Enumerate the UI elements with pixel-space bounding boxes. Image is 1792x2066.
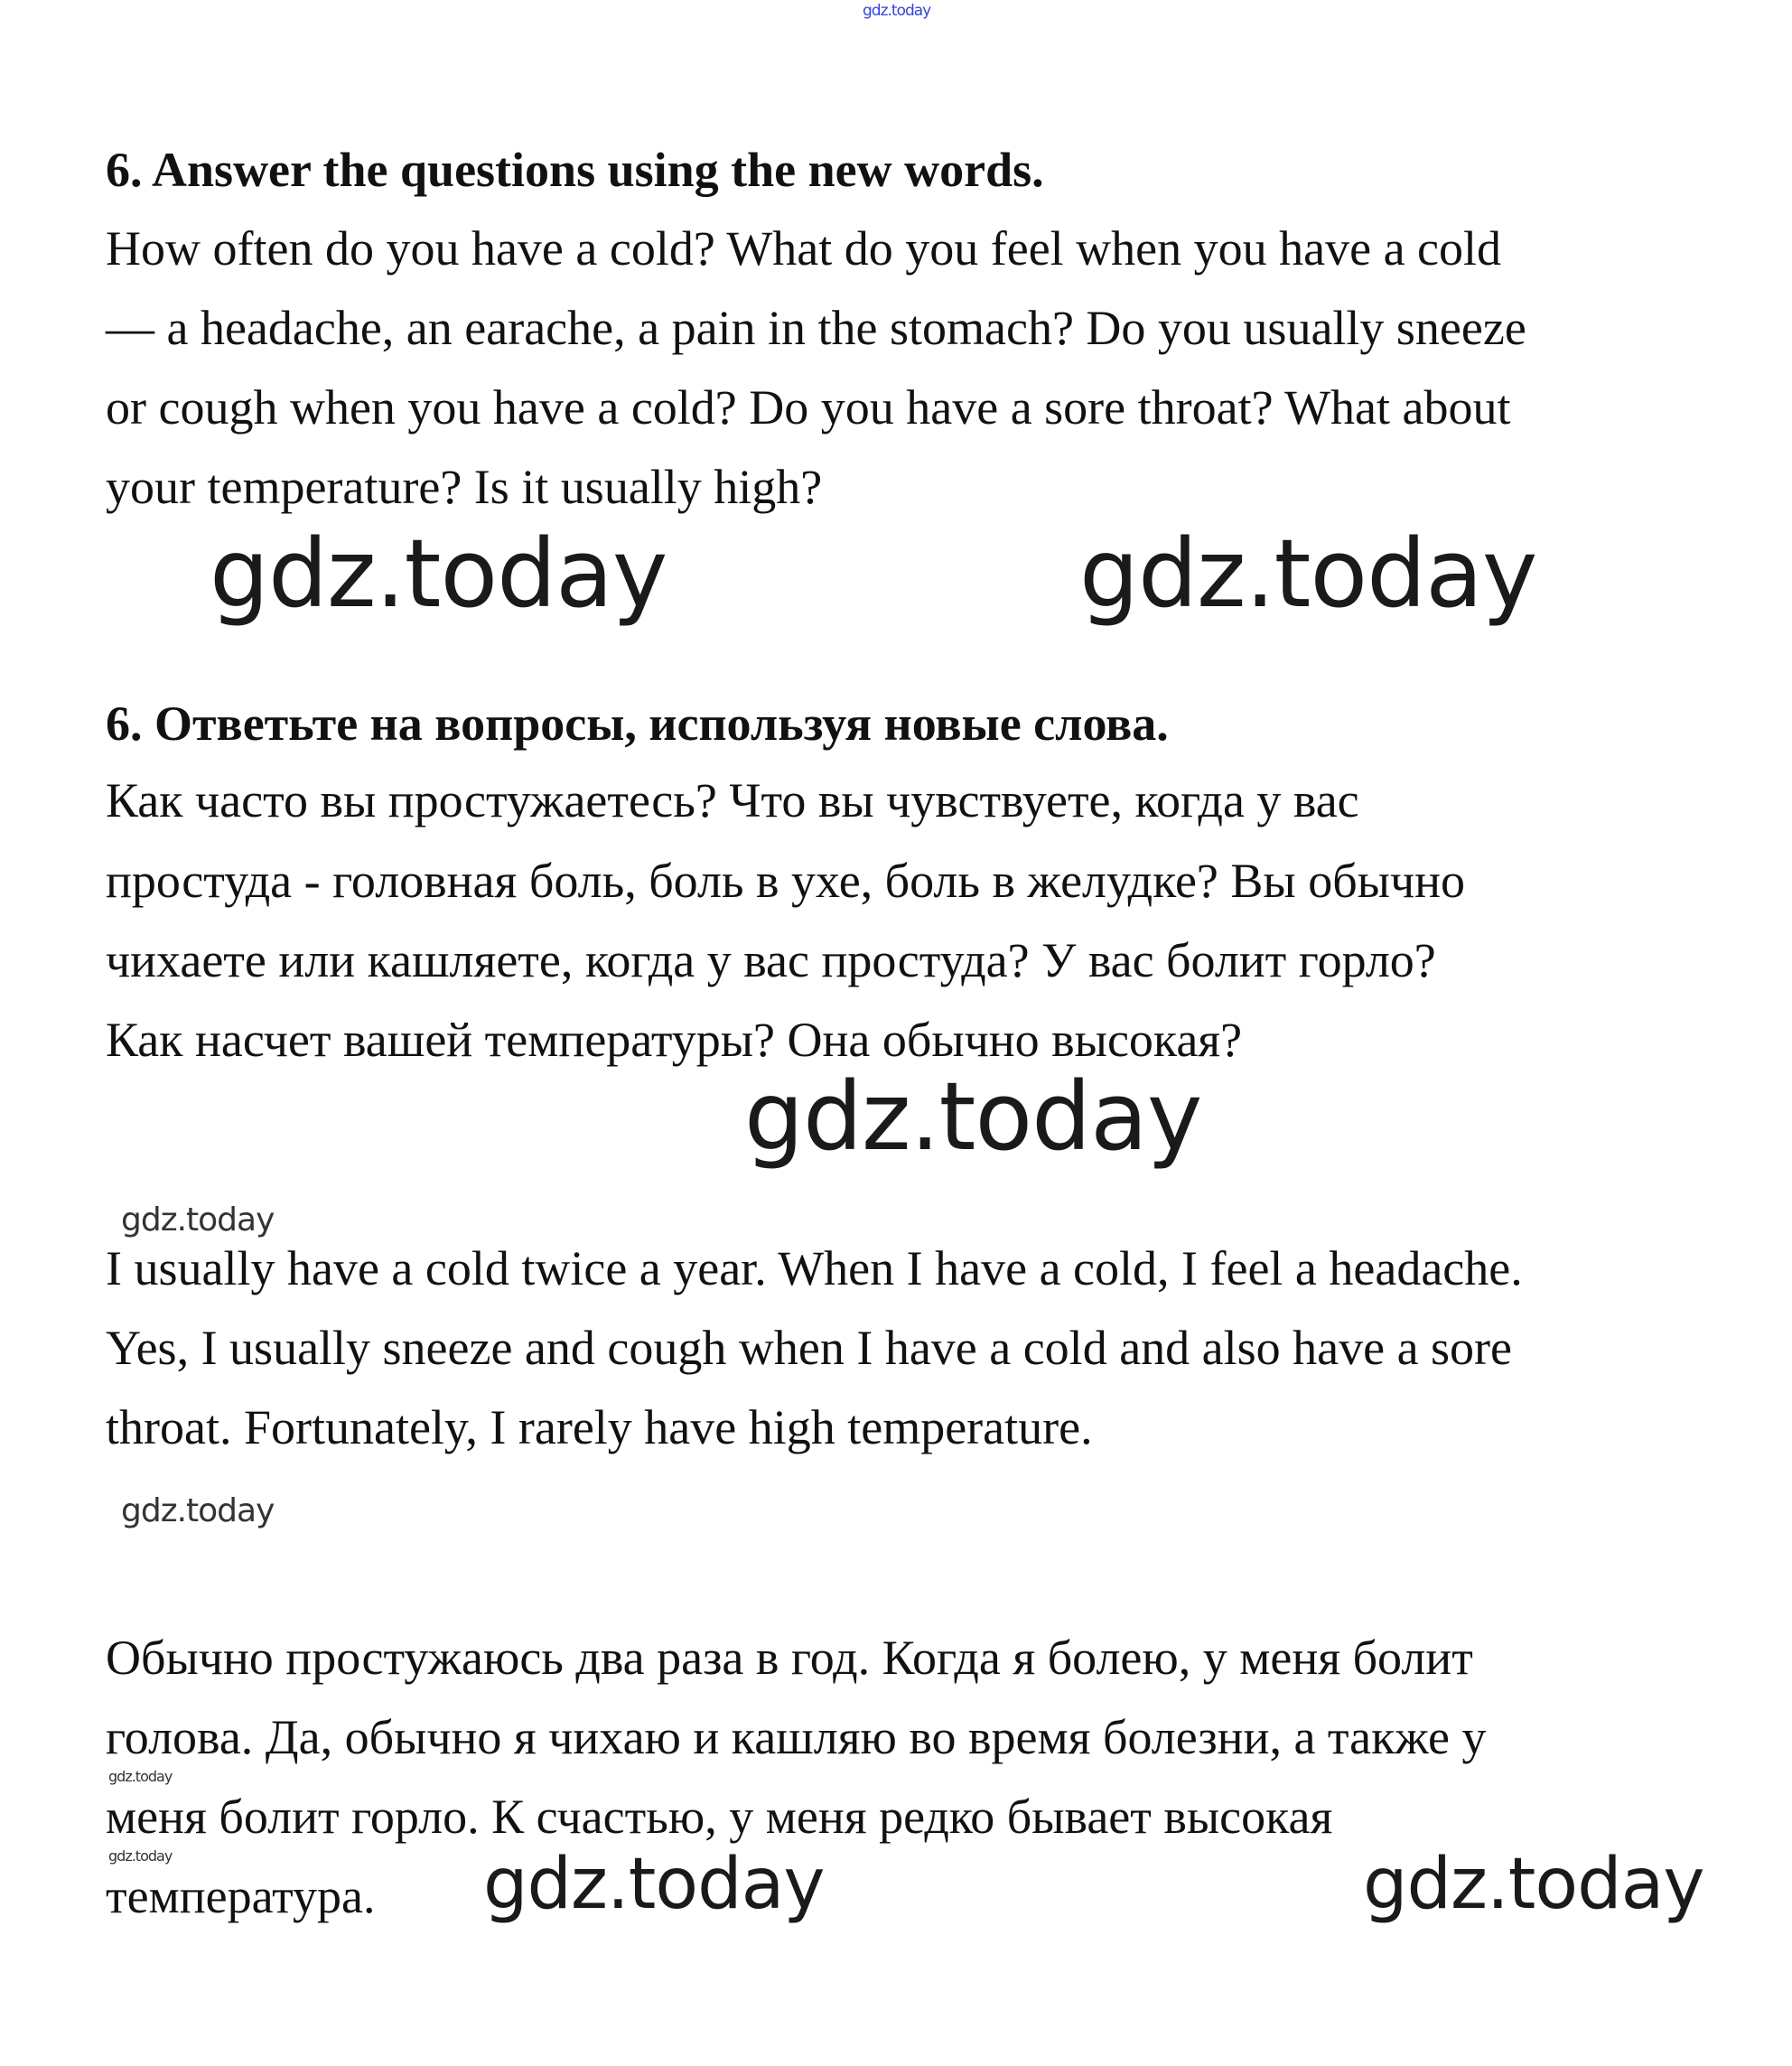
task-line-en: How often do you have a cold? What do you feel when you have a cold: [106, 221, 1502, 276]
answer-line-ru: Обычно простужаюсь два раза в год. Когда я болею, у меня болит: [106, 1631, 1473, 1685]
task-line-ru: чихаете или кашляете, когда у вас простуда? У вас болит горло?: [106, 933, 1436, 987]
watermark: gdz.today: [1079, 519, 1537, 629]
watermark: gdz.today: [121, 1492, 275, 1529]
task-heading-en: 6. Answer the questions using the new words.: [106, 143, 1044, 197]
watermark: gdz.today: [483, 1844, 825, 1925]
watermark: gdz.today: [1363, 1844, 1704, 1925]
task-line-ru: Как часто вы простужаетесь? Что вы чувствуете, когда у вас: [106, 773, 1359, 827]
answer-line-en: throat. Fortunately, I rarely have high temperature.: [106, 1400, 1093, 1454]
answer-line-en: Yes, I usually sneeze and cough when I have a cold and also have a sore: [106, 1321, 1513, 1375]
watermark: gdz.today: [108, 1847, 173, 1865]
task-line-en: or cough when you have a cold? Do you have a sore throat? What about: [106, 380, 1511, 435]
answer-line-ru: температура.: [106, 1869, 376, 1923]
task-line-ru: простуда - головная боль, боль в ухе, боль в желудке? Вы обычно: [106, 854, 1466, 908]
watermark: gdz.today: [108, 1768, 173, 1785]
answer-line-ru: голова. Да, обычно я чихаю и кашляю во время болезни, а также у: [106, 1710, 1487, 1764]
task-line-ru: Как насчет вашей температуры? Она обычно высокая?: [106, 1013, 1243, 1067]
watermark: gdz.today: [121, 1201, 275, 1239]
watermark: gdz.today: [744, 1061, 1202, 1172]
watermark-top[interactable]: gdz.today: [863, 2, 931, 20]
task-line-en: your temperature? Is it usually high?: [106, 460, 823, 514]
answer-line-ru: меня болит горло. К счастью, у меня редко бывает высокая: [106, 1790, 1333, 1844]
watermark: gdz.today: [210, 519, 667, 629]
task-line-en: — a headache, an earache, a pain in the stomach? Do you usually sneeze: [106, 301, 1526, 355]
answer-line-en: I usually have a cold twice a year. When I have a cold, I feel a headache.: [106, 1241, 1523, 1295]
task-heading-ru: 6. Ответьте на вопросы, используя новые слова.: [106, 696, 1169, 751]
